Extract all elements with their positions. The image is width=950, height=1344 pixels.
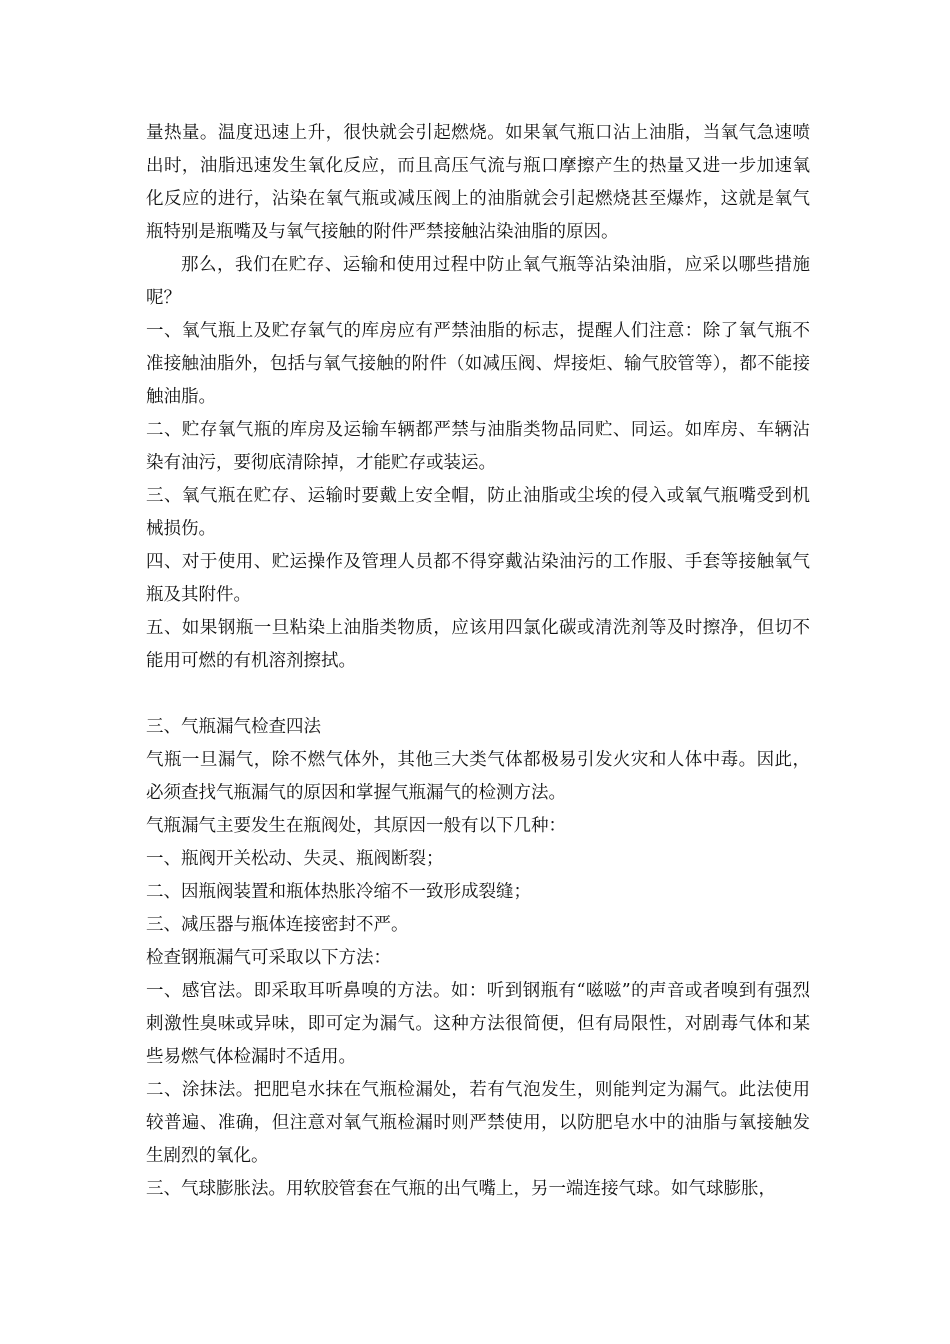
oil-measure-3: 三、氧气瓶在贮存、运输时要戴上安全帽，防止油脂或尘埃的侵入或氧气瓶嘴受到机械损伤。 — [146, 486, 810, 539]
leak-method-1: 一、感官法。即采取耳听鼻嗅的方法。如：听到钢瓶有“嗞嗞”的声音或者嗅到有强烈刺激性臭味或异味，即可定为漏气。这种方法很简便，但有局限性，对剧毒气体和某些易燃气体检漏时不适用。 — [146, 981, 810, 1067]
leak-methods-intro: 检查钢瓶漏气可采取以下方法： — [146, 948, 391, 968]
oil-measure-4: 四、对于使用、贮运操作及管理人员都不得穿戴沾染油污的工作服、手套等接触氧气瓶及其附件。 — [146, 552, 810, 605]
leak-intro-paragraph: 气瓶一旦漏气，除不燃气体外，其他三大类气体都极易引发火灾和人体中毒。因此，必须查找气瓶漏气的原因和掌握气瓶漏气的检测方法。 — [146, 750, 810, 803]
leak-cause-3: 三、减压器与瓶体连接密封不严。 — [146, 915, 409, 935]
oil-measure-1: 一、氧气瓶上及贮存氧气的库房应有严禁油脂的标志，提醒人们注意：除了氧气瓶不准接触油脂外，包括与氧气接触的附件（如减压阀、焊接炬、输气胶管等），都不能接触油脂。 — [146, 321, 810, 407]
leak-section-heading: 三、气瓶漏气检查四法 — [146, 717, 321, 737]
leak-cause-2: 二、因瓶阀装置和瓶体热胀冷缩不一致形成裂缝； — [146, 882, 531, 902]
oil-question-paragraph: 那么，我们在贮存、运输和使用过程中防止氧气瓶等沾染油脂，应采以哪些措施呢？ — [146, 255, 810, 308]
leak-causes-intro: 气瓶漏气主要发生在瓶阀处，其原因一般有以下几种： — [146, 816, 566, 836]
leak-method-2: 二、涂抹法。把肥皂水抹在气瓶检漏处，若有气泡发生，则能判定为漏气。此法使用较普遍、准确，但注意对氧气瓶检漏时则严禁使用，以防肥皂水中的油脂与氧接触发生剧烈的氧化。 — [146, 1080, 810, 1166]
oil-intro-paragraph: 量热量。温度迅速上升，很快就会引起燃烧。如果氧气瓶口沾上油脂，当氧气急速喷出时，油脂迅速发生氧化反应，而且高压气流与瓶口摩擦产生的热量又进一步加速氧化反应的进行，沾染在氧气瓶或减压阀上的油脂就会引起燃烧甚至爆炸，这就是氧气瓶特别是瓶嘴及与氧气接触的附件严禁接触沾染油脂的原因。 — [146, 123, 810, 242]
oil-measure-5: 五、如果钢瓶一旦粘染上油脂类物质，应该用四氯化碳或清洗剂等及时擦净，但切不能用可燃的有机溶剂擦拭。 — [146, 618, 810, 671]
oil-measure-2: 二、贮存氧气瓶的库房及运输车辆都严禁与油脂类物品同贮、同运。如库房、车辆沾染有油污，要彻底清除掉，才能贮存或装运。 — [146, 420, 810, 473]
leak-cause-1: 一、瓶阀开关松动、失灵、瓶阀断裂； — [146, 849, 444, 869]
section-spacer — [146, 678, 810, 711]
document-body — [146, 117, 810, 1206]
leak-method-3: 三、气球膨胀法。用软胶管套在气瓶的出气嘴上，另一端连接气球。如气球膨胀， — [146, 1179, 776, 1199]
